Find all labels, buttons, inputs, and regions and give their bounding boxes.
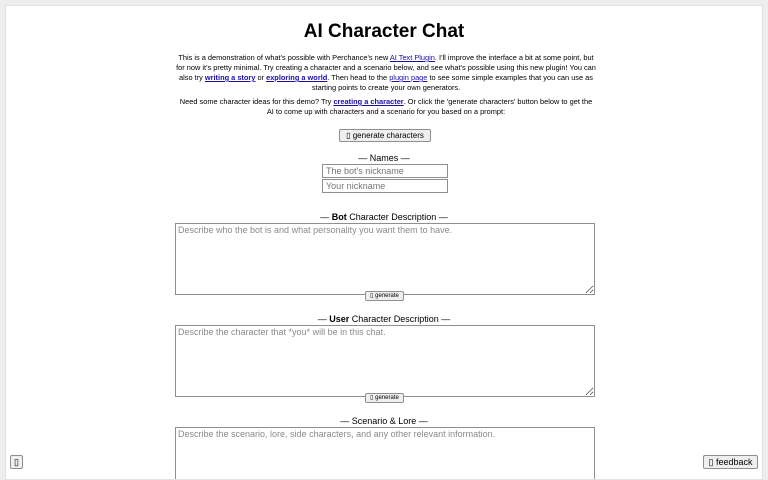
generate-characters-button[interactable] <box>339 129 431 142</box>
intro-text: or <box>255 73 267 82</box>
ai-text-plugin-link[interactable]: AI Text Plugin <box>389 53 435 62</box>
label-bold-bot: Bot <box>331 212 347 222</box>
bot-description-label <box>6 212 762 223</box>
user-description-label <box>6 314 762 325</box>
character-ideas-paragraph <box>176 97 596 117</box>
bot-generate-button[interactable] <box>365 291 404 301</box>
generate-icon: ▯ <box>370 293 374 299</box>
plugin-page-link[interactable]: plugin page <box>389 73 428 82</box>
exploring-world-link[interactable]: exploring a world <box>266 73 328 82</box>
intro-text: Need some character ideas for this demo? Try <box>179 97 334 106</box>
generate-icon: ▯ <box>370 395 374 401</box>
names-section-label: — Names — <box>358 153 410 163</box>
intro-text: . I'll improve the interface a bit at some point, but for now it's pretty minimal. Try creating a character and a scenario below, and see what's possible using this new plugin! You can also try <box>176 53 596 82</box>
scenario-section-label: — Scenario & Lore — <box>340 416 428 426</box>
page-container <box>5 5 763 480</box>
creating-character-link[interactable]: creating a character <box>333 97 404 106</box>
label-suffix: Character Description — <box>349 314 451 324</box>
feedback-icon: ▯ <box>708 457 714 467</box>
bot-nickname-input[interactable] <box>322 164 448 178</box>
label-bold-user: User <box>329 314 350 324</box>
intro-text: This is a demonstration of what's possible with Perchance's new <box>178 53 390 62</box>
label-dash: — <box>320 212 332 222</box>
label-dash: — <box>317 314 330 324</box>
scenario-textarea[interactable] <box>175 427 595 480</box>
feedback-button[interactable] <box>703 455 758 469</box>
generate-label: generate <box>375 395 399 401</box>
intro-text: . Or click the 'generate characters' button below to get the AI to come up with characters and a scenario for you based on a prompt: <box>266 97 593 116</box>
menu-icon: ▯ <box>14 457 19 467</box>
intro-paragraph <box>176 53 596 93</box>
intro-text: . Then head to the <box>327 73 390 82</box>
bot-description-textarea[interactable] <box>175 223 595 295</box>
label-suffix: Character Description — <box>346 212 448 222</box>
user-nickname-input[interactable] <box>322 179 448 193</box>
user-description-textarea[interactable] <box>175 325 595 397</box>
intro-text: to see some simple examples that you can use as starting points to create your own generators. <box>311 73 593 92</box>
generate-label: generate <box>375 293 399 299</box>
page-title: AI Character Chat <box>303 21 465 42</box>
generate-characters-label: generate characters <box>352 130 424 140</box>
user-generate-button[interactable] <box>365 393 404 403</box>
feedback-label: feedback <box>715 457 753 467</box>
generate-icon: ▯ <box>346 130 351 140</box>
menu-button[interactable] <box>10 455 23 469</box>
writing-story-link[interactable]: writing a story <box>204 73 256 82</box>
